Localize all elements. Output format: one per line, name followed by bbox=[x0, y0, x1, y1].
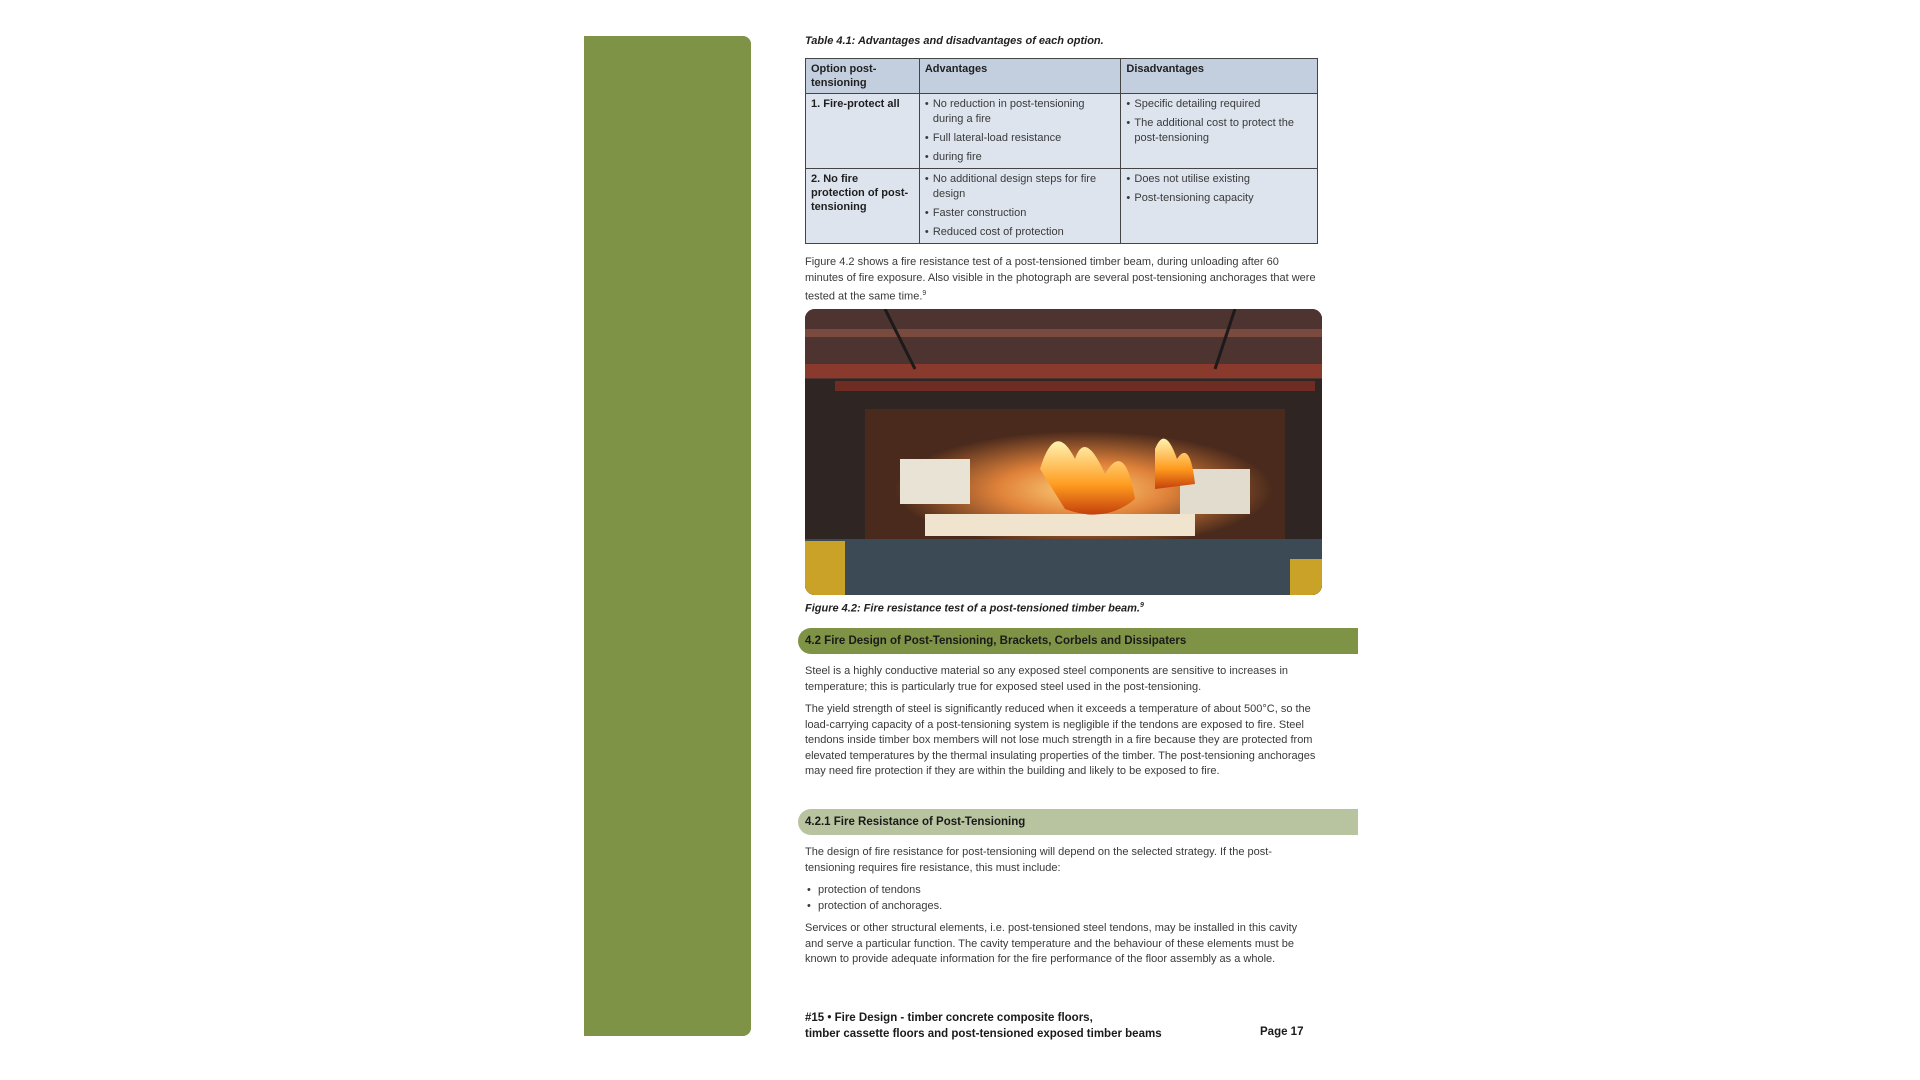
advantages-cell bbox=[919, 169, 1121, 244]
list-item: • protection of anchorages. bbox=[805, 899, 1317, 915]
disadvantage-item: • Specific detailing required bbox=[1126, 97, 1312, 112]
option-cell: 2. No fire protection of post-tensioning bbox=[806, 169, 920, 244]
advantage-item: • during fire bbox=[925, 150, 1116, 165]
header-advantages: Advantages bbox=[919, 59, 1121, 94]
disadvantage-item: • The additional cost to protect the post-tensioning bbox=[1126, 116, 1312, 146]
body-paragraph: Services or other structural elements, i.e. post-tensioned steel tendons, may be installed in this cavity and serve a particular function. The cavity temperature and the behaviour of these elements must be known to provide adequate information for the fire performance of the floor assembly as a whole. bbox=[805, 922, 1298, 965]
advantage-item: • No reduction in post-tensioning during a fire bbox=[925, 97, 1116, 127]
body-paragraph: The design of fire resistance for post-tensioning will depend on the selected strategy. If the post-tensioning requires fire resistance, this must include: bbox=[805, 846, 1272, 874]
advantage-item: • Reduced cost of protection bbox=[925, 225, 1116, 240]
figure-caption-text: Figure 4.2: Fire resistance test of a post-tensioned timber beam. bbox=[805, 602, 1140, 615]
disadvantage-item: • Does not utilise existing bbox=[1126, 172, 1312, 187]
advantage-item: • Full lateral-load resistance bbox=[925, 131, 1116, 146]
footer-title-line: #15 • Fire Design - timber concrete composite floors, bbox=[805, 1012, 1093, 1024]
page-number: Page 17 bbox=[1260, 1026, 1304, 1038]
bullet-list bbox=[805, 883, 1317, 914]
section-heading: 4.2 Fire Design of Post-Tensioning, Brackets, Corbels and Dissipaters bbox=[798, 628, 1358, 654]
list-item: • protection of tendons bbox=[805, 883, 1317, 899]
header-disadvantages: Disadvantages bbox=[1121, 59, 1318, 94]
disadvantages-cell bbox=[1121, 169, 1318, 244]
body-paragraph: The yield strength of steel is significantly reduced when it exceeds a temperature of about 500°C, so the load-carrying capacity of a post-tensioning system is negligible if the tendons are exposed to fire. Steel tendons inside timber box members will not lose much strength in a fire because they are protected from elevated temperatures by the thermal insulating properties of the timber. The post-tensioning anchorages may need fire protection if they are within the building and likely to be exposed to fire. bbox=[805, 703, 1316, 777]
footnote-ref: 9 bbox=[922, 290, 927, 297]
fire-test-photo bbox=[805, 309, 1322, 595]
footnote-ref: 9 bbox=[1139, 602, 1144, 609]
intro-paragraph bbox=[805, 255, 1317, 305]
figure-caption bbox=[805, 602, 1144, 615]
advantage-item: • Faster construction bbox=[925, 206, 1116, 221]
advantages-table bbox=[805, 58, 1318, 244]
disadvantage-item: • Post-tensioning capacity bbox=[1126, 191, 1312, 206]
table-header-row bbox=[806, 59, 1318, 94]
table-row bbox=[806, 169, 1318, 244]
footer-title bbox=[805, 1011, 1205, 1042]
table-row bbox=[806, 94, 1318, 169]
option-cell: 1. Fire-protect all bbox=[806, 94, 920, 169]
advantage-item: • No additional design steps for fire design bbox=[925, 172, 1116, 202]
table-caption: Table 4.1: Advantages and disadvantages of each option. bbox=[805, 35, 1104, 47]
footer-title-line: timber cassette floors and post-tensioned exposed timber beams bbox=[805, 1027, 1162, 1040]
header-option: Option post-tensioning bbox=[806, 59, 920, 94]
body-paragraph: Steel is a highly conductive material so any exposed steel components are sensitive to increases in temperature; this is particularly true for exposed steel used in the post-tensioning. bbox=[805, 665, 1289, 693]
disadvantages-cell bbox=[1121, 94, 1318, 169]
subsection-heading: 4.2.1 Fire Resistance of Post-Tensioning bbox=[798, 809, 1358, 835]
intro-text: Figure 4.2 shows a fire resistance test of a post-tensioned timber beam, during unloading after 60 minutes of fire exposure. Also visible in the photograph are several post-tensioning anchorages that were tested at the same time. bbox=[805, 256, 1316, 303]
advantages-cell bbox=[919, 94, 1121, 169]
green-sidebar-band bbox=[584, 36, 751, 1036]
